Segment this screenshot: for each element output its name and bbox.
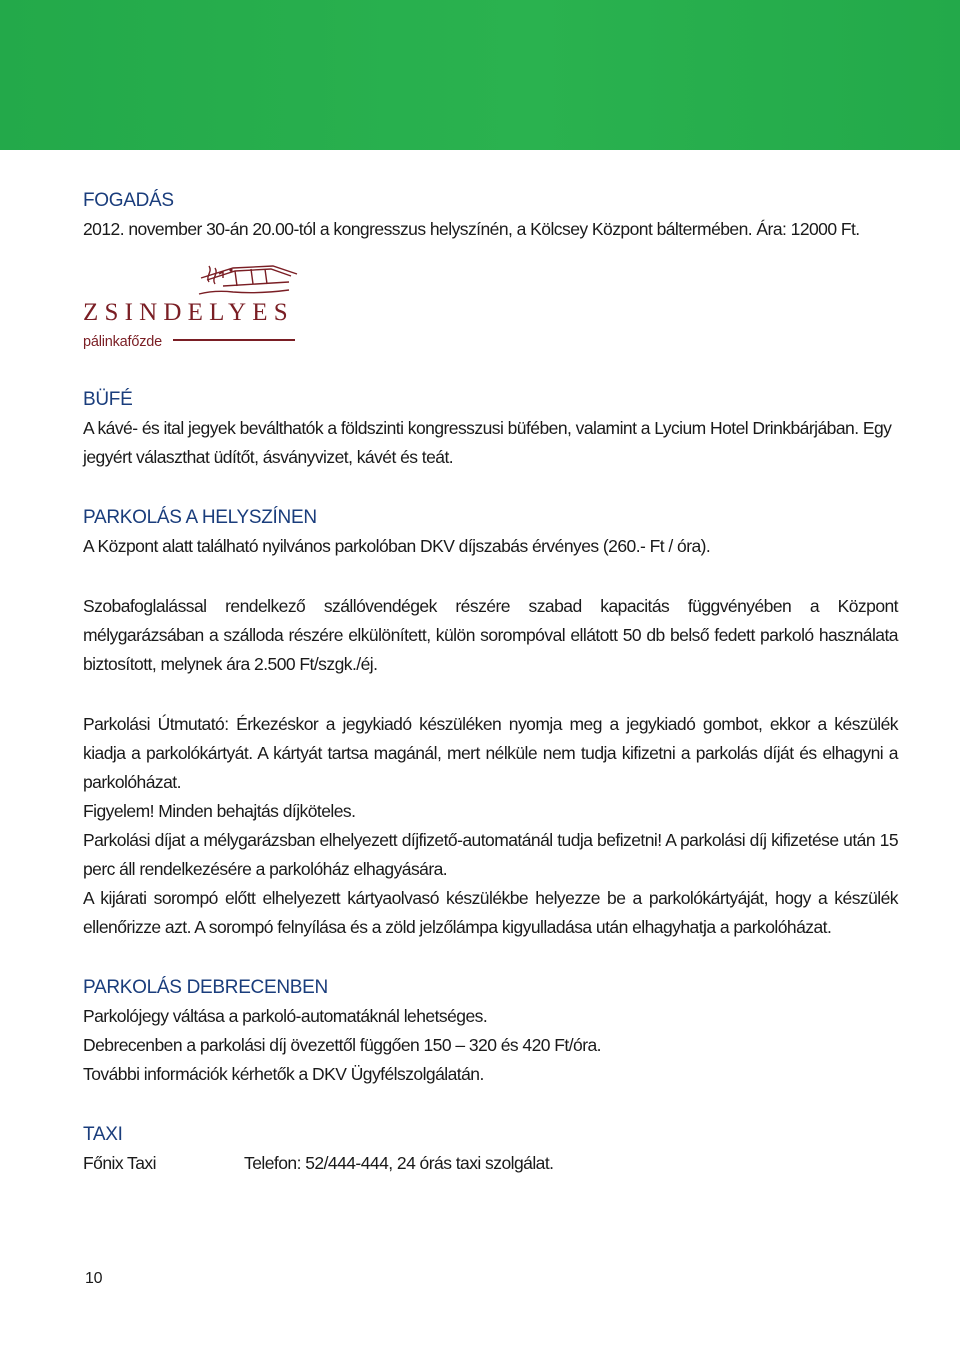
section-fogadas [83, 186, 898, 244]
page-content [83, 186, 898, 1178]
logo-wordmark: ZSINDELYES [83, 299, 294, 326]
parkolas-helyszinen-text: A Központ alatt található nyilvános parkolóban DKV díjszabás érvényes (260.- Ft / óra). [83, 536, 711, 556]
section-taxi [83, 1120, 898, 1178]
logo-subtitle: pálinkafőzde [83, 334, 163, 350]
zsindelyes-logo [83, 264, 313, 354]
debrecen-line-2: Debrecenben a parkolási díj övezettől függően 150 – 320 és 420 Ft/óra. [83, 1035, 601, 1055]
page-number: 10 [85, 1270, 103, 1287]
bufe-title: BÜFÉ [83, 389, 133, 410]
taxi-title: TAXI [83, 1124, 123, 1145]
taxi-phone: Telefon: 52/444-444, 24 órás taxi szolgálat. [244, 1153, 554, 1173]
fogadas-title: FOGADÁS [83, 190, 174, 211]
parkolas-debrecenben-title: PARKOLÁS DEBRECENBEN [83, 977, 328, 998]
top-green-banner [0, 0, 960, 150]
parkolas-helyszinen-title: PARKOLÁS A HELYSZÍNEN [83, 507, 317, 528]
debrecen-line-3: További információk kérhetők a DKV Ügyfélszolgálatán. [83, 1064, 484, 1084]
section-bufe [83, 385, 898, 472]
taxi-row [83, 1149, 898, 1178]
bufe-line-2: jegyért választhat üdítőt, ásványvizet, kávét és teát. [83, 447, 454, 467]
fogadas-text: 2012. november 30-án 20.00-tól a kongresszus helyszínén, a Kölcsey Központ báltermében. Ára: 12000 Ft. [83, 219, 860, 239]
garage-paragraph: Szobafoglalással rendelkező szállóvendégek részére szabad kapacitás függvényében a Központ mélygarázsában a szálloda részére elkülönített, külön sorompóval ellátott 50 db belső fedett parkoló használata biztosított, melynek ára 2.500 Ft/szgk./éj. [83, 596, 898, 674]
guide-paragraph-4: A kijárati sorompó előtt elhelyezett kártyaolvasó készülékbe helyezze be a parkolókártyáját, hogy a készülék ellenőrizze azt. A sorompó felnyílása és a zöld jelzőlámpa kigyulladása után elhagyhatja a parkolóházat. [83, 888, 898, 937]
guide-paragraph-1: Parkolási Útmutató: Érkezéskor a jegykiadó készüléken nyomja meg a jegykiadó gombot, ekkor a készülék kiadja a parkolókártyát. A kártyát tartsa magánál, mert nélküle nem tudja kifizetni a parkolás díját és elhagyni a parkolóházat. [83, 714, 898, 792]
section-parkolas-debrecenben [83, 973, 898, 1089]
guide-paragraph-3: Parkolási díjat a mélygarázsban elhelyezett díjfizető-automatánál tudja befizetni! A parkolási díj kifizetése után 15 perc áll rendelkezésére a parkolóház elhagyására. [83, 830, 898, 879]
guide-paragraph-2: Figyelem! Minden behajtás díjköteles. [83, 801, 356, 821]
section-parkolas-helyszinen [83, 503, 898, 942]
bufe-line-1: A kávé- és ital jegyek beválthatók a földszinti kongresszusi büfében, valamint a Lycium Hotel Drinkbárjában. Egy [83, 418, 892, 438]
logo-underline [173, 339, 295, 341]
taxi-name: Főnix Taxi [83, 1153, 156, 1173]
debrecen-line-1: Parkolójegy váltása a parkoló-automatáknál lehetséges. [83, 1006, 488, 1026]
